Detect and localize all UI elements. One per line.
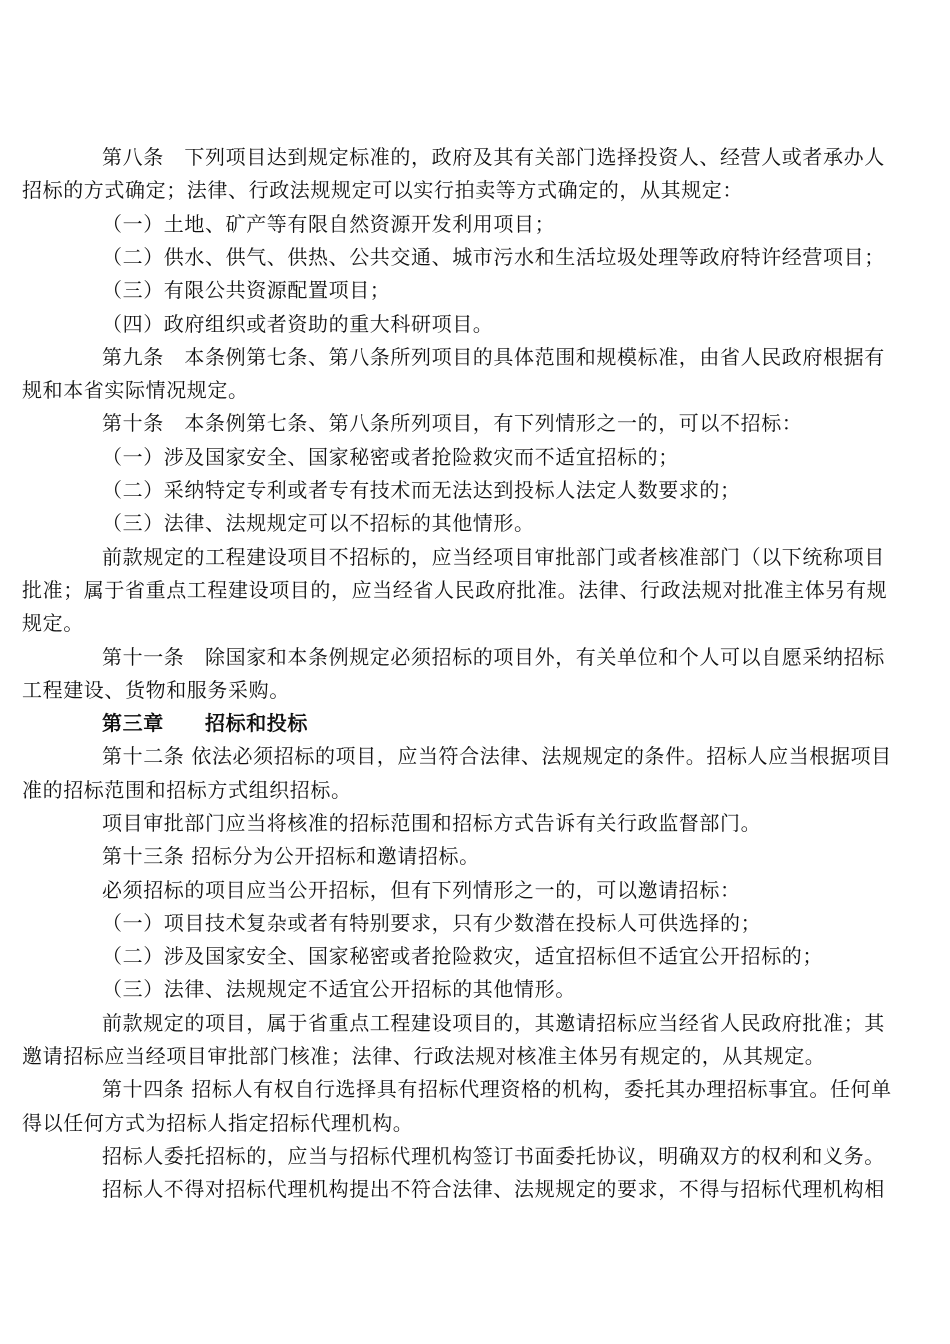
text-line: （二）涉及国家安全、国家秘密或者抢险救灾，适宜招标但不适宜公开招标的；: [102, 944, 823, 968]
text-line: 第十三条 招标分为公开招标和邀请招标。: [102, 844, 480, 868]
chapter-heading: 第三章 招标和投标: [102, 711, 308, 735]
text-line: （二）采纳特定专利或者专有技术而无法达到投标人法定人数要求的；: [102, 478, 741, 502]
text-line: 第十一条 除国家和本条例规定必须招标的项目外，有关单位和个人可以自愿采纳招标: [102, 645, 885, 669]
text-line: 第十二条 依法必须招标的项目，应当符合法律、法规规定的条件。招标人应当根据项目: [102, 744, 892, 768]
text-line: （二）供水、供气、供热、公共交通、城市污水和生活垃圾处理等政府特许经营项目；: [102, 245, 885, 269]
text-line: （三）有限公共资源配置项目；: [102, 278, 391, 302]
text-line: 前款规定的工程建设项目不招标的，应当经项目审批部门或者核准部门（以下统称项目: [102, 545, 885, 569]
text-line: 准的招标范围和招标方式组织招标。: [22, 778, 352, 802]
text-line: 必须招标的项目应当公开招标，但有下列情形之一的，可以邀请招标：: [102, 878, 741, 902]
text-line: （一）涉及国家安全、国家秘密或者抢险救灾而不适宜招标的；: [102, 445, 679, 469]
text-line: 邀请招标应当经项目审批部门核准；法律、行政法规对核准主体另有规定的，从其规定。: [22, 1044, 826, 1068]
text-line: 工程建设、货物和服务采购。: [22, 678, 290, 702]
text-line: 规定。: [22, 611, 84, 635]
text-line: 项目审批部门应当将核准的招标范围和招标方式告诉有关行政监督部门。: [102, 811, 762, 835]
text-line: 前款规定的项目，属于省重点工程建设项目的，其邀请招标应当经省人民政府批准；其: [102, 1011, 885, 1035]
text-line: 招标人委托招标的，应当与招标代理机构签订书面委托协议，明确双方的权利和义务。: [102, 1144, 885, 1168]
text-line: 第八条 下列项目达到规定标准的，政府及其有关部门选择投资人、经营人或者承办人: [102, 145, 885, 169]
text-line: 得以任何方式为招标人指定招标代理机构。: [22, 1111, 414, 1135]
text-line: 第九条 本条例第七条、第八条所列项目的具体范围和规模标准，由省人民政府根据有: [102, 345, 885, 369]
text-line: （三）法律、法规规定不适宜公开招标的其他情形。: [102, 977, 576, 1001]
text-line: 批准；属于省重点工程建设项目的，应当经省人民政府批准。法律、行政法规对批准主体另有规: [22, 578, 888, 602]
text-line: 规和本省实际情况规定。: [22, 378, 249, 402]
text-line: 第十条 本条例第七条、第八条所列项目，有下列情形之一的，可以不招标：: [102, 411, 803, 435]
text-line: 招标人不得对招标代理机构提出不符合法律、法规规定的要求，不得与招标代理机构相: [102, 1177, 885, 1201]
text-line: （一）土地、矿产等有限自然资源开发利用项目；: [102, 212, 556, 236]
text-line: 第十四条 招标人有权自行选择具有招标代理资格的机构，委托其办理招标事宜。任何单: [102, 1077, 892, 1101]
text-line: （一）项目技术复杂或者有特别要求，只有少数潜在投标人可供选择的；: [102, 911, 762, 935]
text-line: （三）法律、法规规定可以不招标的其他情形。: [102, 511, 535, 535]
text-line: 招标的方式确定；法律、行政法规规定可以实行拍卖等方式确定的，从其规定：: [22, 178, 743, 202]
text-line: （四）政府组织或者资助的重大科研项目。: [102, 312, 494, 336]
